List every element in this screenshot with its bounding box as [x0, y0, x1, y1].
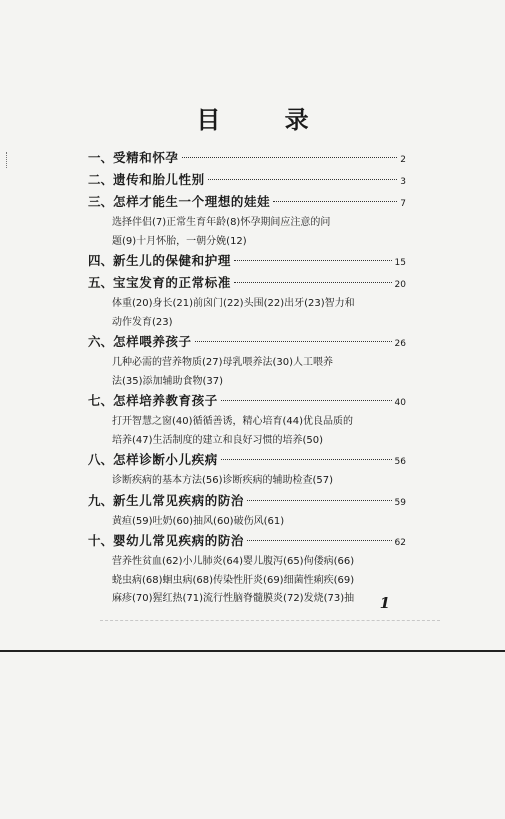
chapter-number: 三、 — [88, 194, 114, 209]
chapter-page-number: 62 — [394, 538, 406, 548]
chapter-number: 七、 — [88, 393, 114, 408]
chapter-title: 怎样诊断小儿疾病 — [113, 452, 218, 467]
chapter-title: 受精和怀孕 — [113, 150, 179, 165]
subtopic-line: 体重(20)身长(21)前囟门(22)头围(22)出牙(23)智力和 — [112, 298, 355, 309]
dot-leader — [247, 540, 392, 541]
subtopic-line: 法(35)添加辅助食物(37) — [112, 375, 224, 387]
subtopic-line: 几种必需的营养物质(27)母乳喂养法(30)人工喂养 — [112, 357, 334, 368]
chapter-page-number: 40 — [394, 398, 406, 408]
dot-leader — [221, 459, 392, 460]
subtopic-line: 麻疹(70)猩红热(71)流行性脑脊髓膜炎(72)发烧(73)抽 — [112, 593, 355, 604]
toc-entry[interactable] — [88, 192, 406, 214]
chapter-title: 怎样喂养孩子 — [113, 334, 192, 349]
chapter-number: 一、 — [88, 150, 114, 165]
dot-leader — [195, 341, 392, 342]
dot-leader — [234, 282, 392, 283]
chapter-page-number: 26 — [394, 339, 406, 349]
subtopic-line: 营养性贫血(62)小儿肺炎(64)婴儿腹泻(65)佝偻病(66) — [112, 556, 355, 567]
toc-entry[interactable] — [88, 391, 406, 413]
toc-entry[interactable] — [88, 531, 406, 553]
subtopic-line: 选择伴侣(7)正常生育年龄(8)怀孕期间应注意的问 — [112, 217, 331, 228]
toc-entry[interactable] — [88, 273, 406, 295]
chapter-number: 八、 — [88, 452, 114, 467]
chapter-page-number: 3 — [400, 177, 406, 187]
dot-leader — [221, 400, 392, 401]
chapter-title: 婴幼儿常见疾病的防治 — [113, 533, 245, 548]
toc-entry[interactable] — [88, 332, 406, 354]
chapter-number: 四、 — [88, 253, 114, 268]
chapter-title: 新生儿常见疾病的防治 — [113, 492, 245, 508]
chapter-number: 二、 — [88, 172, 114, 187]
chapter-title: 宝宝发育的正常标准 — [113, 275, 231, 290]
chapter-page-number: 7 — [400, 199, 406, 209]
subtopic-line: 培养(47)生活制度的建立和良好习惯的培养(50) — [112, 434, 324, 446]
chapter-number: 十、 — [88, 533, 114, 548]
faint-rule — [100, 620, 440, 621]
toc-entry[interactable] — [88, 251, 406, 273]
toc-entry[interactable] — [88, 450, 406, 472]
chapter-number: 六、 — [88, 334, 114, 349]
bottom-rule — [0, 650, 505, 652]
table-of-contents — [88, 148, 406, 609]
dot-leader — [234, 260, 392, 261]
dot-leader — [247, 500, 392, 501]
subtopic-line: 黄疸(59)吐奶(60)抽风(60)破伤风(61) — [112, 515, 285, 527]
dot-leader — [182, 157, 398, 158]
page-number: 1 — [379, 594, 390, 612]
toc-entry[interactable] — [88, 148, 406, 170]
subtopic-line: 打开智慧之窗(40)循循善诱，精心培育(44)优良品质的 — [112, 416, 354, 427]
subtopic-line: 蛲虫病(68)蛔虫病(68)传染性肝炎(69)细菌性痢疾(69) — [112, 574, 355, 586]
chapter-title: 新生儿的保健和护理 — [113, 253, 231, 268]
chapter-page-number: 2 — [400, 155, 406, 165]
margin-mark — [6, 152, 10, 168]
chapter-title: 怎样才能生一个理想的娃娃 — [113, 194, 271, 209]
toc-entry[interactable] — [88, 491, 406, 513]
dot-leader — [208, 179, 398, 180]
dot-leader — [273, 201, 397, 202]
subtopic-line: 诊断疾病的基本方法(56)诊断疾病的辅助检查(57) — [112, 475, 334, 486]
chapter-page-number: 56 — [394, 457, 406, 467]
toc-entry[interactable] — [88, 170, 406, 192]
chapter-page-number: 15 — [394, 258, 406, 268]
subtopic-line: 动作发育(23) — [112, 316, 173, 328]
chapter-number: 五、 — [88, 275, 114, 290]
chapter-title: 遗传和胎儿性别 — [113, 172, 205, 187]
chapter-title: 怎样培养教育孩子 — [113, 393, 218, 408]
subtopic-line: 题(9)十月怀胎，一朝分娩(12) — [112, 235, 247, 247]
chapter-page-number: 20 — [394, 280, 406, 290]
chapter-page-number: 59 — [394, 497, 406, 508]
page-title: 目 录 — [196, 106, 337, 134]
chapter-number: 九、 — [88, 492, 114, 508]
